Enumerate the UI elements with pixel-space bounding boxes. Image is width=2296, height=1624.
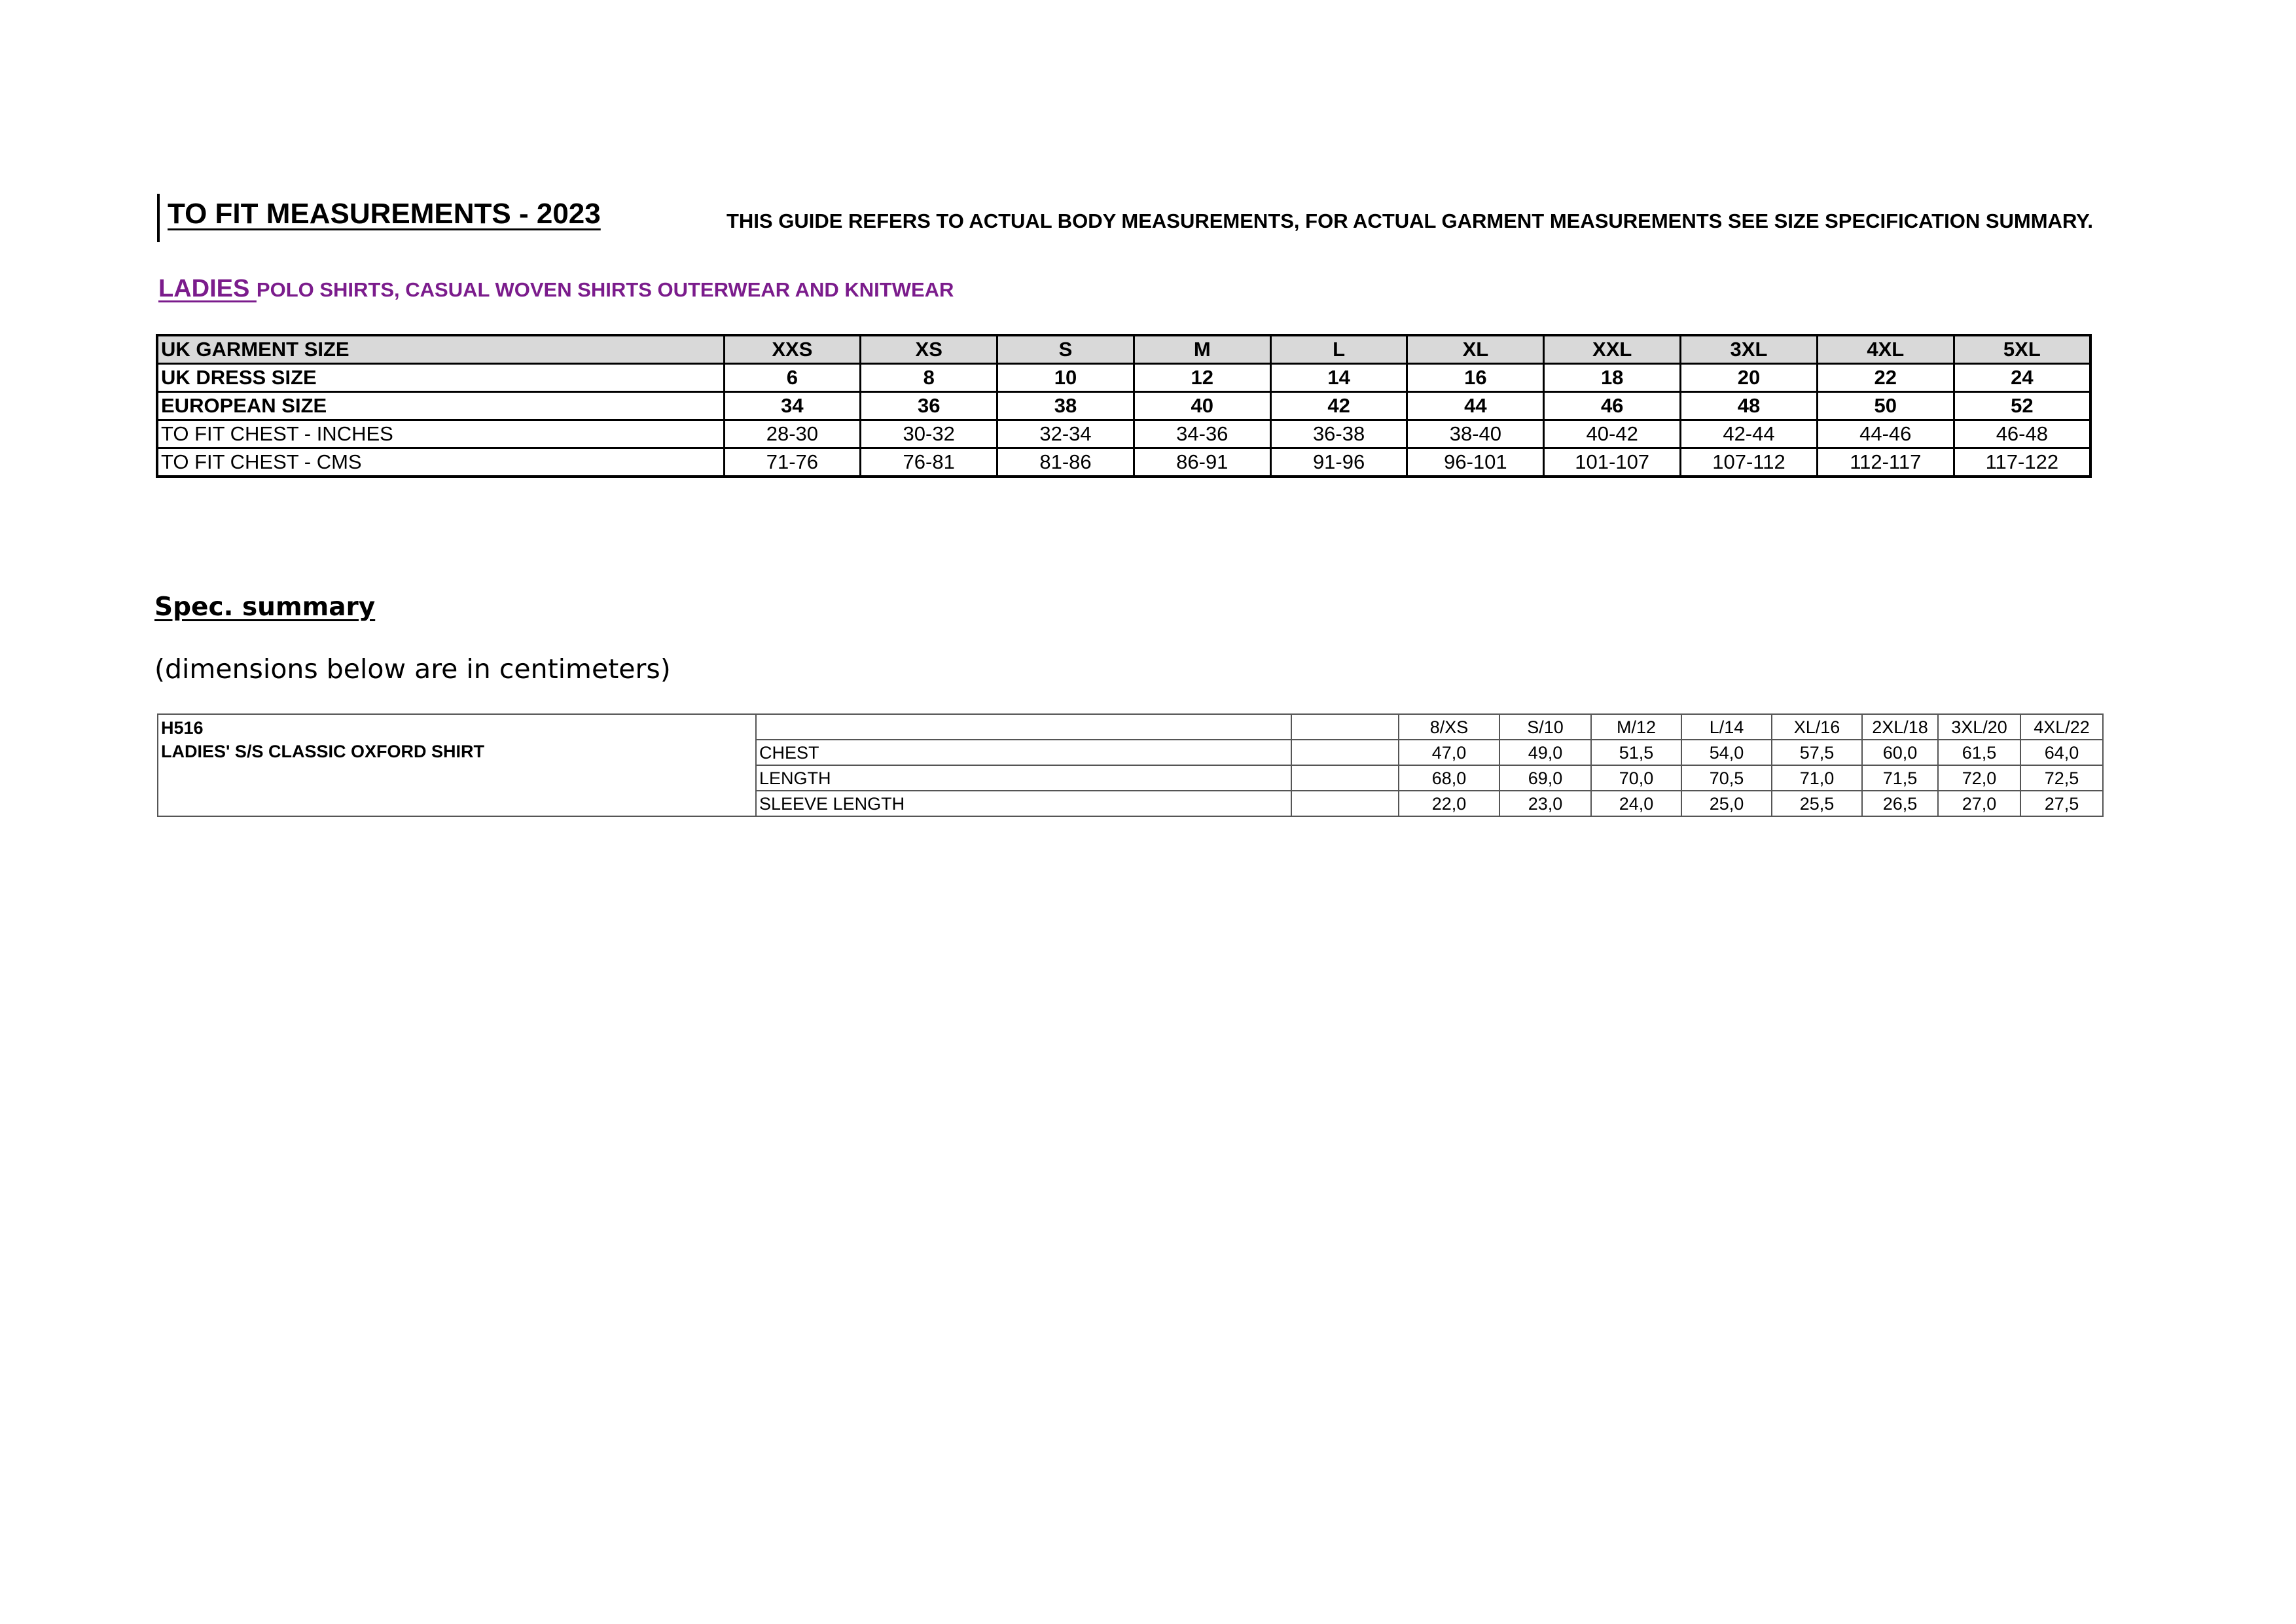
size-cell: XS [861,335,997,364]
empty-cell [756,714,1291,740]
size-cell: 16 [1407,364,1544,392]
product-cell [158,714,756,816]
size-cell: 50 [1817,392,1954,420]
measure-cell: 71-76 [724,448,861,477]
table-row [157,335,2090,364]
spec-value: 47,0 [1399,740,1499,765]
spec-value: 69,0 [1499,765,1591,791]
measure-cell: 36-38 [1270,420,1407,448]
size-cell: 52 [1954,392,2090,420]
size-header: 2XL/18 [1862,714,1938,740]
size-header: M/12 [1591,714,1681,740]
size-cell: 36 [861,392,997,420]
measure-cell: 42-44 [1681,420,1818,448]
size-header: XL/16 [1772,714,1862,740]
title-rule [157,194,160,242]
table-row [157,392,2090,420]
page-title: TO FIT MEASUREMENTS - 2023 [168,198,601,230]
size-header: L/14 [1681,714,1772,740]
size-header: 3XL/20 [1938,714,2020,740]
measure-cell: 91-96 [1270,448,1407,477]
size-cell: 14 [1270,364,1407,392]
size-cell: XXS [724,335,861,364]
size-cell: 34 [724,392,861,420]
fit-measurements-table [156,334,2092,478]
row-label: TO FIT CHEST - INCHES [157,420,724,448]
row-label: UK GARMENT SIZE [157,335,724,364]
size-cell: 10 [997,364,1134,392]
spec-value: 23,0 [1499,791,1591,816]
spec-value: 71,5 [1862,765,1938,791]
size-header: S/10 [1499,714,1591,740]
spec-heading: Spec. summary [154,592,376,622]
empty-cell [1291,714,1399,740]
spec-value: 57,5 [1772,740,1862,765]
size-cell: 5XL [1954,335,2090,364]
spec-note: (dimensions below are in centimeters) [154,653,671,685]
measure-cell: 34-36 [1134,420,1270,448]
spec-value: 72,5 [2020,765,2103,791]
measure-cell: 44-46 [1817,420,1954,448]
size-cell: 24 [1954,364,2090,392]
size-cell: 6 [724,364,861,392]
measure-cell: 112-117 [1817,448,1954,477]
size-cell: 46 [1544,392,1681,420]
spec-value: 22,0 [1399,791,1499,816]
size-header: 8/XS [1399,714,1499,740]
measure-cell: 46-48 [1954,420,2090,448]
measure-cell: 38-40 [1407,420,1544,448]
size-cell: L [1270,335,1407,364]
empty-cell [1291,765,1399,791]
row-label: EUROPEAN SIZE [157,392,724,420]
row-label: UK DRESS SIZE [157,364,724,392]
spec-value: 25,0 [1681,791,1772,816]
size-cell: XL [1407,335,1544,364]
measure-cell: 96-101 [1407,448,1544,477]
empty-cell [1291,791,1399,816]
measure-cell: 101-107 [1544,448,1681,477]
product-name: LADIES' S/S CLASSIC OXFORD SHIRT [161,742,484,761]
spec-value: 70,0 [1591,765,1681,791]
empty-cell [1291,740,1399,765]
spec-value: 64,0 [2020,740,2103,765]
size-cell: 4XL [1817,335,1954,364]
spec-value: 54,0 [1681,740,1772,765]
spec-summary-table [157,713,2104,817]
size-cell: 38 [997,392,1134,420]
measure-cell: 107-112 [1681,448,1818,477]
size-cell: 22 [1817,364,1954,392]
spec-value: 25,5 [1772,791,1862,816]
measure-cell: 28-30 [724,420,861,448]
table-row [157,364,2090,392]
size-cell: XXL [1544,335,1681,364]
measure-cell: 40-42 [1544,420,1681,448]
measure-cell: 76-81 [861,448,997,477]
spec-value: 49,0 [1499,740,1591,765]
table-row [158,714,2103,740]
measure-cell: 86-91 [1134,448,1270,477]
size-cell: 44 [1407,392,1544,420]
size-cell: 20 [1681,364,1818,392]
spec-value: 51,5 [1591,740,1681,765]
table-row [157,448,2090,477]
table-row [157,420,2090,448]
row-label: TO FIT CHEST - CMS [157,448,724,477]
spec-value: 61,5 [1938,740,2020,765]
guide-note: THIS GUIDE REFERS TO ACTUAL BODY MEASUREMENTS, FOR ACTUAL GARMENT MEASUREMENTS SEE SIZE SPECIFICATION SUMMARY. [726,209,2094,232]
measure-cell: 117-122 [1954,448,2090,477]
size-cell: S [997,335,1134,364]
size-cell: 3XL [1681,335,1818,364]
measure-cell: 81-86 [997,448,1134,477]
size-cell: 18 [1544,364,1681,392]
measurement-label: LENGTH [756,765,1291,791]
size-cell: M [1134,335,1270,364]
size-cell: 42 [1270,392,1407,420]
category-heading [158,275,954,303]
spec-value: 68,0 [1399,765,1499,791]
category-rest: POLO SHIRTS, CASUAL WOVEN SHIRTS OUTERWEAR AND KNITWEAR [256,278,954,301]
spec-value: 71,0 [1772,765,1862,791]
measure-cell: 30-32 [861,420,997,448]
spec-value: 60,0 [1862,740,1938,765]
spec-value: 72,0 [1938,765,2020,791]
spec-value: 24,0 [1591,791,1681,816]
measurement-label: CHEST [756,740,1291,765]
measurement-label: SLEEVE LENGTH [756,791,1291,816]
spec-value: 27,0 [1938,791,2020,816]
size-cell: 12 [1134,364,1270,392]
spec-value: 27,5 [2020,791,2103,816]
measure-cell: 32-34 [997,420,1134,448]
spec-value: 70,5 [1681,765,1772,791]
product-code: H516 [161,718,204,738]
size-cell: 40 [1134,392,1270,420]
category-main: LADIES [158,275,257,302]
spec-value: 26,5 [1862,791,1938,816]
size-header: 4XL/22 [2020,714,2103,740]
size-cell: 8 [861,364,997,392]
size-cell: 48 [1681,392,1818,420]
